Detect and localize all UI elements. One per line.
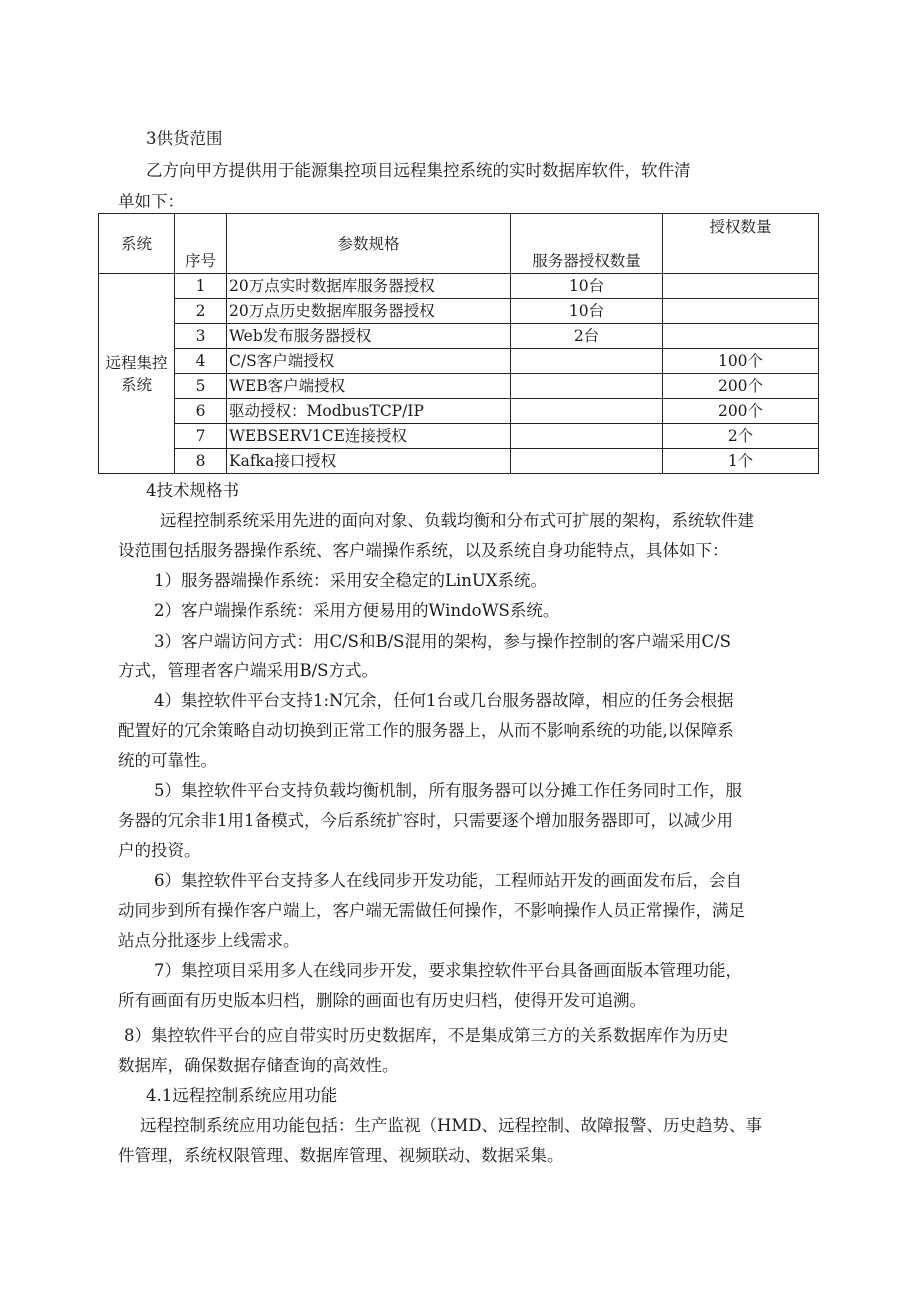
body-line: 方式，管理者客户端采用B/S方式。 <box>118 661 378 680</box>
body-line: 3）客户端访问方式：用C/S和B/S混用的架构，参与操作控制的客户端采用C/S <box>154 632 731 651</box>
system-label-line-2: 系统 <box>120 375 152 394</box>
section-3-intro-line-2: 单如下： <box>118 192 184 211</box>
row-spec: 驱动授权：ModbusTCP/IP <box>227 399 511 424</box>
body-line: 1）服务器端操作系统：采用安全稳定的LinUX系统。 <box>154 571 548 590</box>
row-spec: Kafka接口授权 <box>227 449 511 474</box>
row-server-qty: 10台 <box>511 274 663 299</box>
row-spec: Web发布服务器授权 <box>227 324 511 349</box>
system-label-line-1: 远程集控 <box>105 353 168 372</box>
body-line: 远程控制系统应用功能包括：生产监视（HMD、远程控制、故障报警、历史趋势、事 <box>140 1116 763 1135</box>
body-line: 4）集控软件平台支持1:N冗余，任何1台或几台服务器故障，相应的任务会根据 <box>154 691 734 710</box>
body-line: 5）集控软件平台支持负载均衡机制，所有服务器可以分摊工作任务同时工作，服 <box>154 781 742 800</box>
row-index: 7 <box>175 424 227 449</box>
row-spec: 20万点历史数据库服务器授权 <box>227 299 511 324</box>
row-license-qty: 200个 <box>663 399 819 424</box>
table-row <box>99 349 819 374</box>
row-spec: C/S客户端授权 <box>227 349 511 374</box>
row-license-qty: 1个 <box>663 449 819 474</box>
header-server-qty: 服务器授权数量 <box>511 214 663 274</box>
body-line: 配置好的冗余策略自动切换到正常工作的服务器上，从而不影响系统的功能,以保障系 <box>118 721 734 740</box>
row-license-qty: 100个 <box>663 349 819 374</box>
row-server-qty <box>511 449 663 474</box>
row-license-qty <box>663 324 819 349</box>
table-row <box>99 449 819 474</box>
body-line: 2）客户端操作系统：采用方便易用的WindoWS系统。 <box>154 601 560 620</box>
table-row <box>99 299 819 324</box>
section-3-heading: 3供货范围 <box>146 129 223 148</box>
row-spec: WEBSERV1CE连接授权 <box>227 424 511 449</box>
section-3-intro-line-1: 乙方向甲方提供用于能源集控项目远程集控系统的实时数据库软件，软件清 <box>146 161 691 180</box>
row-index: 6 <box>175 399 227 424</box>
row-server-qty <box>511 399 663 424</box>
row-license-qty <box>663 274 819 299</box>
table-row <box>99 374 819 399</box>
row-index: 8 <box>175 449 227 474</box>
header-system: 系统 <box>99 214 175 274</box>
row-server-qty <box>511 424 663 449</box>
row-spec: 20万点实时数据库服务器授权 <box>227 274 511 299</box>
row-license-qty: 200个 <box>663 374 819 399</box>
row-server-qty: 10台 <box>511 299 663 324</box>
header-license-qty: 授权数量 <box>663 214 819 274</box>
row-server-qty: 2台 <box>511 324 663 349</box>
body-line: 统的可靠性。 <box>118 751 217 770</box>
row-spec: WEB客户端授权 <box>227 374 511 399</box>
table-row <box>99 424 819 449</box>
row-server-qty <box>511 374 663 399</box>
row-server-qty <box>511 349 663 374</box>
system-cell <box>99 274 175 474</box>
body-line: 站点分批逐步上线需求。 <box>118 931 300 950</box>
table-row <box>99 324 819 349</box>
body-line: 数据库，确保数据存储查询的高效性。 <box>118 1056 399 1075</box>
body-line: 户的投资。 <box>118 841 201 860</box>
body-line: 7）集控项目采用多人在线同步开发，要求集控软件平台具备画面版本管理功能， <box>154 961 742 980</box>
row-license-qty <box>663 299 819 324</box>
row-index: 5 <box>175 374 227 399</box>
body-line: 务器的冗余非1用1备模式，今后系统扩容时，只需要逐个增加服务器即可，以减少用 <box>118 811 733 830</box>
body-line: 件管理，系统权限管理、数据库管理、视频联动、数据采集。 <box>118 1146 564 1165</box>
header-index: 序号 <box>175 214 227 274</box>
table-row <box>99 399 819 424</box>
table-row <box>99 274 819 299</box>
row-index: 1 <box>175 274 227 299</box>
body-line: 设范围包括服务器操作系统、客户端操作系统，以及系统自身功能特点，具体如下： <box>118 541 729 560</box>
body-line: 所有画面有历史版本归档，删除的画面也有历史归档，使得开发可追溯。 <box>118 991 646 1010</box>
body-line: 6）集控软件平台支持多人在线同步开发功能，工程师站开发的画面发布后，会自 <box>154 871 742 890</box>
section-4-heading: 4技术规格书 <box>146 481 239 500</box>
body-line: 动同步到所有操作客户端上，客户端无需做任何操作，不影响操作人员正常操作，满足 <box>118 901 745 920</box>
body-line: 远程控制系统采用先进的面向对象、负载均衡和分布式可扩展的架构，系统软件建 <box>160 511 754 530</box>
header-spec: 参数规格 <box>227 214 511 274</box>
row-index: 3 <box>175 324 227 349</box>
row-index: 4 <box>175 349 227 374</box>
body-line: 8）集控软件平台的应自带实时历史数据库，不是集成第三方的关系数据库作为历史 <box>124 1026 729 1045</box>
section-4-1-heading: 4.1远程控制系统应用功能 <box>146 1086 338 1105</box>
row-index: 2 <box>175 299 227 324</box>
supply-scope-table <box>98 213 819 474</box>
table-header-row <box>99 214 819 274</box>
row-license-qty: 2个 <box>663 424 819 449</box>
